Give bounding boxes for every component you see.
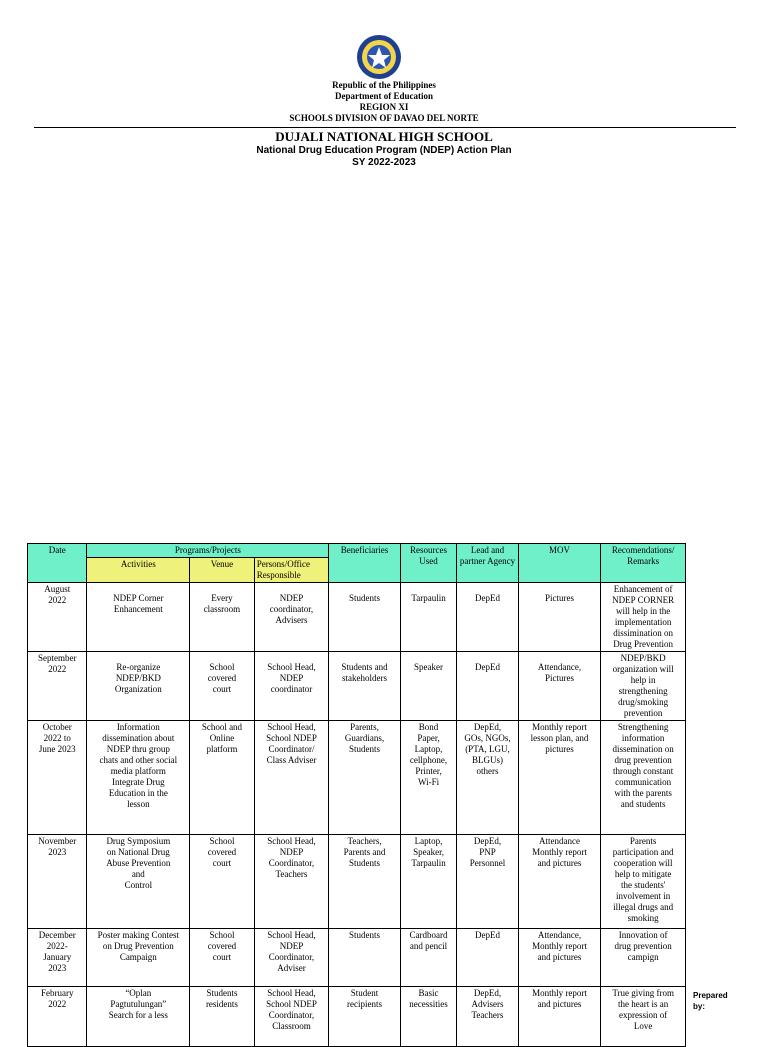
row-remarks: True giving from the heart is an expression of Love — [612, 988, 674, 1031]
row-persons: School Head, School NDEP Coordinator, Classroom — [266, 988, 317, 1031]
row-activity: NDEP Corner Enhancement — [113, 593, 164, 614]
row-beneficiaries: Student recipients — [347, 988, 383, 1009]
header-venue: Venue — [190, 558, 254, 583]
row-lead: DepEd — [474, 593, 500, 603]
header-mov: MOV — [518, 544, 601, 583]
row-activity: Poster making Contest on Drug Prevention Campaign — [97, 930, 180, 962]
row-remarks: Strengthening information dissemination on drug prevention through constant communication with the parents and students — [612, 722, 674, 809]
row-lead: DepEd, GOs, NGOs, (PTA, LGU, BLGUs) others — [464, 722, 511, 776]
row-resources: Laptop, Speaker, Tarpaulin — [411, 836, 446, 868]
row-persons: School Head, School NDEP Coordinator/ Class Adviser — [266, 722, 317, 765]
row-mov: Pictures — [544, 593, 574, 603]
row-beneficiaries: Students — [349, 593, 381, 603]
division-line: SCHOOLS DIVISION OF DAVAO DEL NORTE — [289, 113, 479, 123]
row-venue: Students residents — [205, 988, 238, 1009]
row-venue: School covered court — [207, 836, 237, 868]
row-remarks: Innovation of drug prevention campign — [614, 930, 672, 962]
row-venue: Every classroom — [203, 593, 241, 614]
header-lead: Lead and partner Agency — [457, 544, 518, 583]
row-lead: DepEd — [474, 662, 500, 672]
row-activity: “Oplan Pagtutulungan” Search for a less — [108, 988, 168, 1020]
row-mov: Attendance, Pictures — [537, 662, 582, 683]
row-date: August 2022 — [44, 584, 71, 605]
row-resources: Cardboard and pencil — [409, 930, 448, 951]
prepared-by-text: Prepared by: — [693, 991, 728, 1011]
row-activity: Re-organize NDEP/BKD Organization — [114, 662, 162, 694]
table-row — [28, 835, 686, 929]
row-activity: Drug Symposium on National Drug Abuse Prevention and Control — [106, 836, 171, 890]
deped-seal-icon — [346, 34, 412, 80]
header-remarks: Recomendations/ Remarks — [601, 544, 686, 583]
row-resources: Speaker — [414, 662, 444, 672]
header-persons: Persons/Office Responsible — [254, 558, 329, 583]
header-divider — [34, 127, 736, 128]
prepared-by-label — [693, 990, 733, 1012]
row-venue: School and Online platform — [201, 722, 243, 754]
row-venue: School covered court — [207, 662, 237, 694]
row-remarks: NDEP/BKD organization will help in strengthening drug/smoking prevention — [612, 653, 674, 718]
row-date: December 2022- January 2023 — [38, 930, 76, 973]
school-year: SY 2022-2023 — [352, 157, 416, 168]
row-resources: Bond Paper, Laptop, cellphone, Printer, Wi-Fi — [409, 722, 448, 787]
table-row — [28, 652, 686, 721]
row-persons: School Head, NDEP coordinator — [267, 662, 316, 694]
row-date: February 2022 — [40, 988, 74, 1009]
row-mov: Monthly report lesson plan, and pictures — [530, 722, 589, 754]
table-row — [28, 721, 686, 835]
table-row — [28, 987, 686, 1047]
table-row — [28, 583, 686, 652]
row-remarks: Parents participation and cooperation will help to mitigate the students' involvement in illegal drugs and smoking — [612, 836, 674, 923]
header-beneficiaries: Beneficiaries — [329, 544, 401, 583]
row-lead: DepEd, PNP Personnel — [469, 836, 506, 868]
action-plan-table — [27, 543, 686, 1047]
row-beneficiaries: Teachers, Parents and Students — [343, 836, 386, 868]
header-date: Date — [28, 544, 87, 583]
row-lead: DepEd — [474, 930, 500, 940]
row-activity: Information dissemination about NDEP thru group chats and other social media platform Integrate Drug Education in the lesson — [99, 722, 178, 809]
row-persons: NDEP coordinator, Advisers — [269, 593, 314, 625]
plan-title: National Drug Education Program (NDEP) Action Plan — [256, 145, 512, 156]
region-line: REGION XI — [359, 102, 409, 112]
row-date: November 2023 — [38, 836, 77, 857]
header-activities: Activities — [87, 558, 190, 583]
department-line: Department of Education — [335, 91, 433, 101]
table-row — [28, 929, 686, 987]
header-resources: Resources Used — [400, 544, 456, 583]
header-programs: Programs/Projects — [87, 544, 329, 558]
row-venue: School covered court — [207, 930, 237, 962]
row-persons: School Head, NDEP Coordinator, Teachers — [267, 836, 316, 879]
row-beneficiaries: Students — [349, 930, 381, 940]
republic-line: Republic of the Philippines — [332, 80, 436, 90]
row-beneficiaries: Students and stakeholders — [341, 662, 388, 683]
row-mov: Monthly report and pictures — [532, 988, 587, 1009]
row-mov: Attendance Monthly report and pictures — [532, 836, 587, 868]
row-lead: DepEd, Advisers Teachers — [471, 988, 504, 1020]
school-name: DUJALI NATIONAL HIGH SCHOOL — [275, 129, 493, 144]
row-date: October 2022 to June 2023 — [38, 722, 76, 754]
row-resources: Tarpaulin — [411, 593, 446, 603]
row-mov: Attendance, Monthly report and pictures — [532, 930, 587, 962]
row-beneficiaries: Parents, Guardians, Students — [344, 722, 385, 754]
row-date: September 2022 — [37, 653, 77, 674]
row-resources: Basic necessities — [409, 988, 448, 1009]
row-remarks: Enhancement of NDEP CORNER will help in the implementation dissimination on Drug Prevention — [612, 584, 675, 649]
row-persons: School Head, NDEP Coordinator, Adviser — [267, 930, 316, 973]
